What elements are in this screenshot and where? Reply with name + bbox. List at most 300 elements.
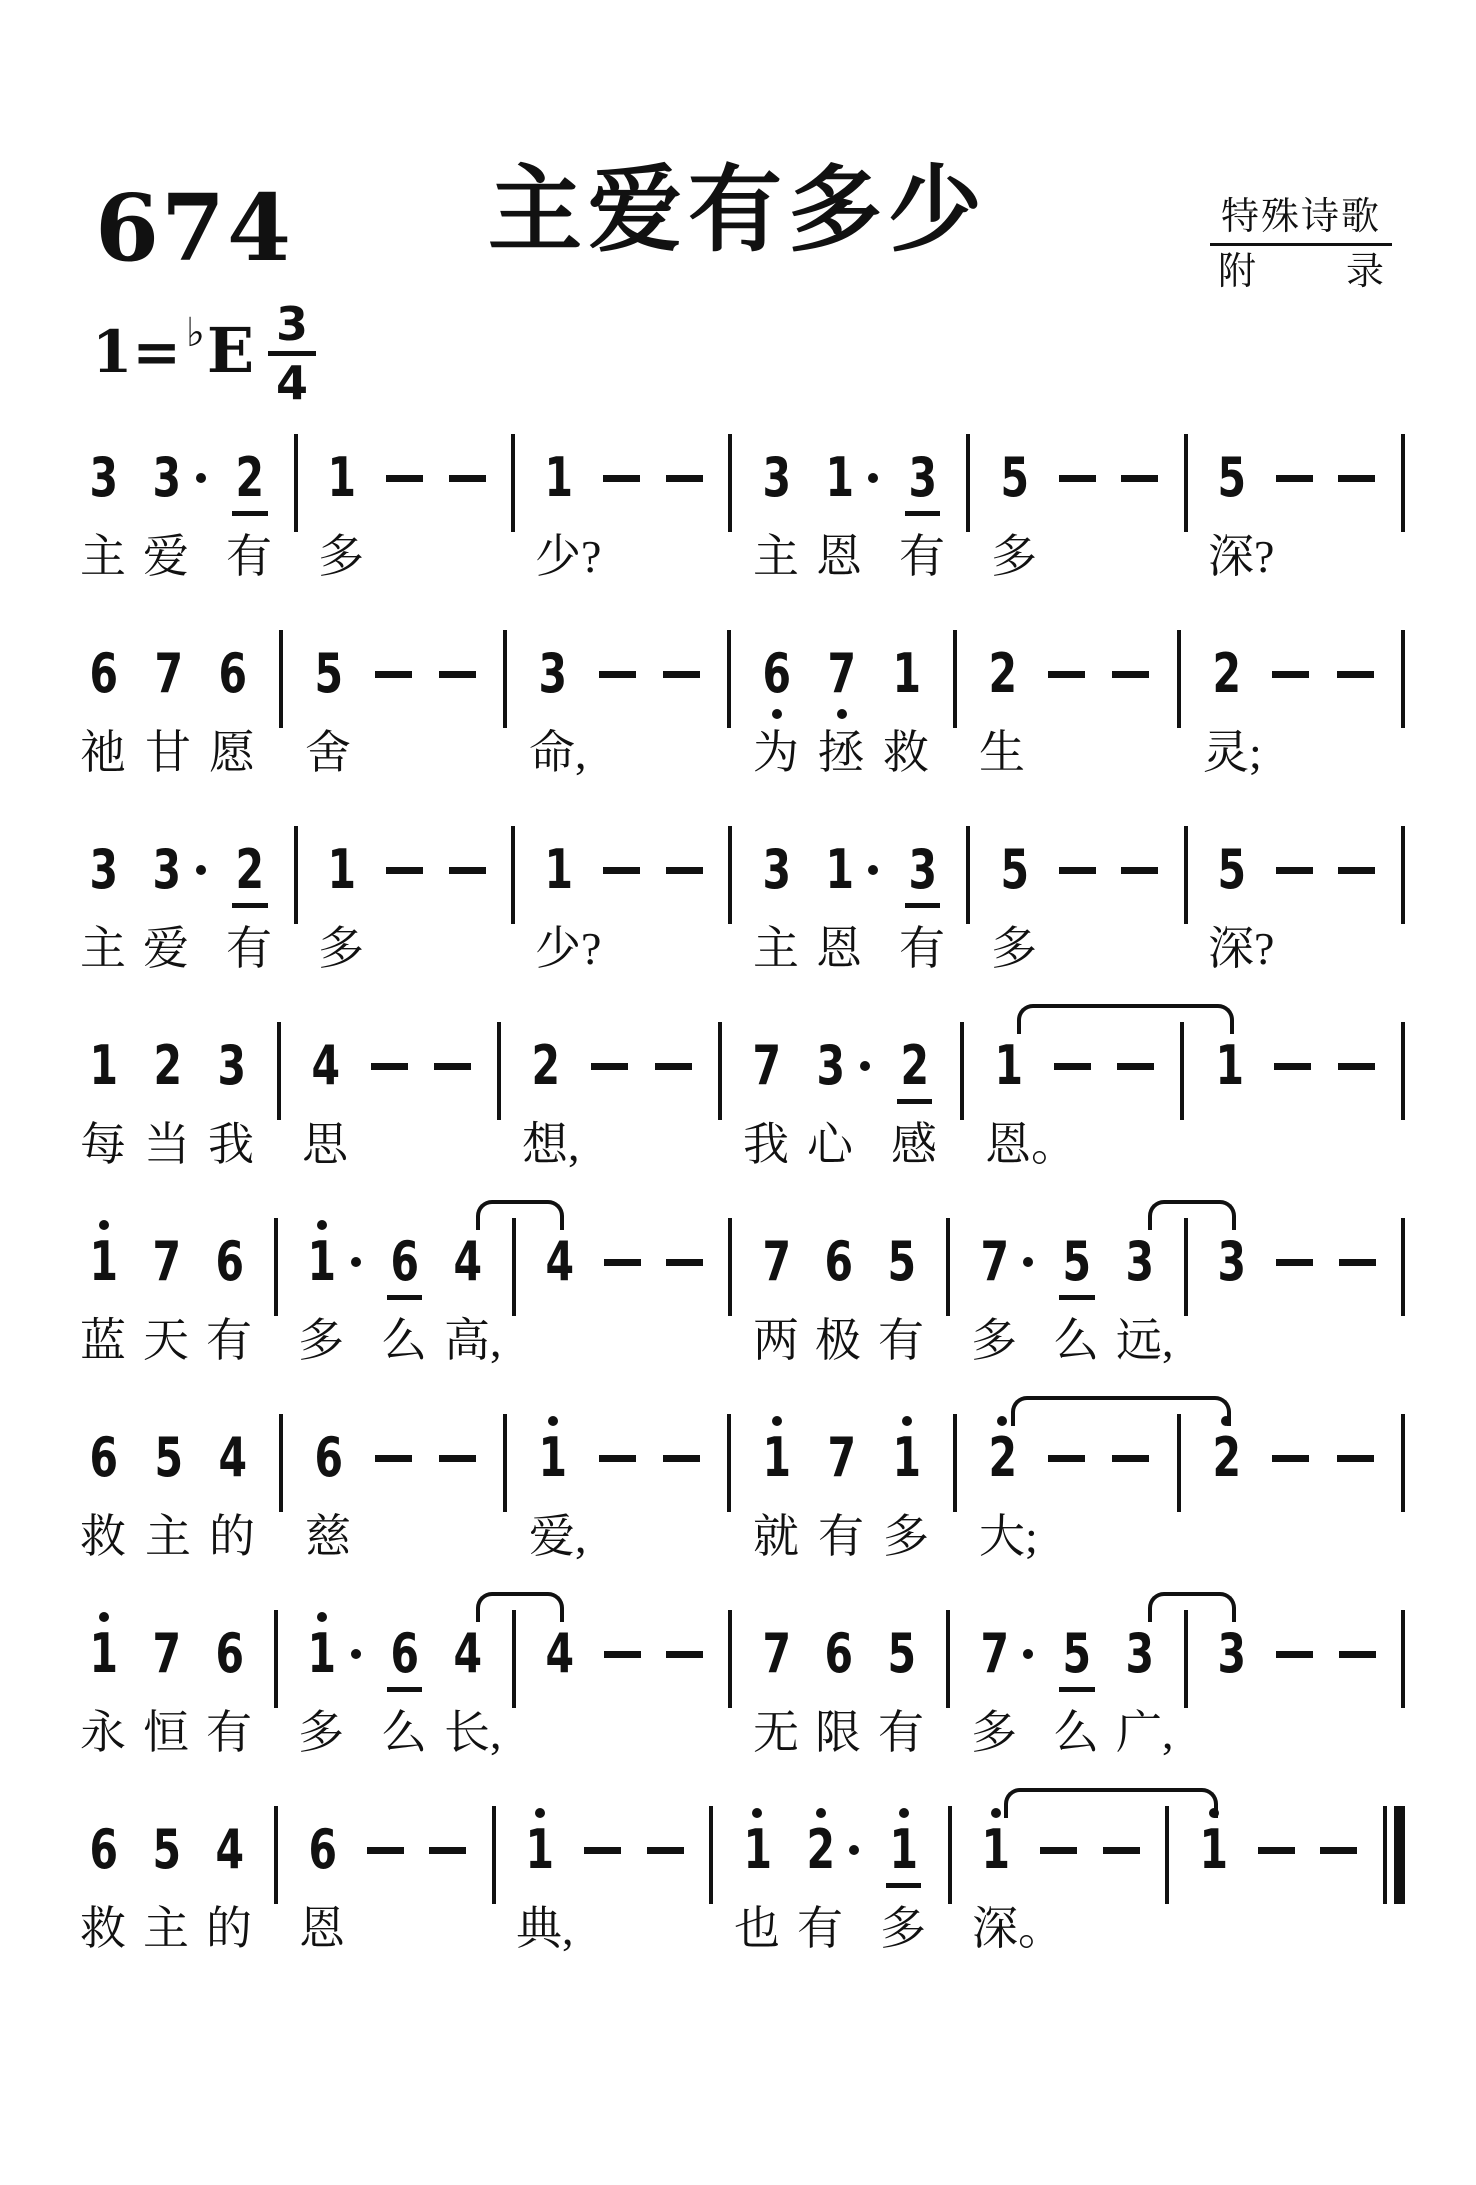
note <box>758 838 796 901</box>
dash-icon <box>1121 475 1158 482</box>
note-numeral: 6 <box>89 642 119 705</box>
dash-rest <box>1337 646 1374 702</box>
note-row <box>85 642 1405 705</box>
note-numeral: 1 <box>538 1426 568 1489</box>
note-numeral: 1 <box>762 1426 792 1489</box>
note <box>148 1818 186 1881</box>
note-numeral: 7 <box>827 1426 857 1489</box>
dash-rest <box>1339 1234 1376 1290</box>
note <box>821 838 879 901</box>
note <box>802 1818 860 1881</box>
lyric-syllable: 少? <box>535 531 602 582</box>
note-numeral: 3 <box>89 446 119 509</box>
note <box>231 446 269 509</box>
score <box>80 414 1405 1982</box>
dash-rest <box>439 1430 476 1486</box>
note-numeral: 1 <box>1199 1818 1228 1881</box>
lyric-syllable: 的 <box>206 1903 252 1954</box>
lyric-syllable: 么 <box>1053 1707 1099 1758</box>
note-numeral: 1 <box>994 1034 1023 1097</box>
eighth-underline <box>1059 1295 1095 1300</box>
tie-arc <box>476 1592 564 1622</box>
lyric-syllable: 恩 <box>299 1903 345 1954</box>
note-numeral: 5 <box>314 642 344 705</box>
note-numeral: 7 <box>980 1230 1009 1293</box>
note-numeral: 5 <box>1000 838 1029 901</box>
note <box>996 838 1034 901</box>
note-numeral: 2 <box>900 1034 929 1097</box>
lyric-syllable: 主 <box>145 1511 191 1562</box>
dash-rest <box>603 842 640 898</box>
note <box>883 1230 921 1293</box>
barline <box>1180 1038 1184 1094</box>
barline <box>966 450 970 506</box>
barline <box>512 1234 516 1290</box>
lyric-syllable: 甘 <box>145 727 191 778</box>
barline <box>946 1234 950 1290</box>
note <box>211 1818 249 1881</box>
barline <box>1401 646 1405 702</box>
dash-rest <box>604 1234 641 1290</box>
lyric-syllable: 多 <box>883 1511 929 1562</box>
barline <box>279 646 283 702</box>
dash-rest <box>666 842 703 898</box>
note-numeral: 6 <box>89 1426 119 1489</box>
note-numeral: 5 <box>154 1426 183 1489</box>
dash-icon <box>367 1847 404 1854</box>
note <box>541 1230 579 1293</box>
note <box>303 1622 361 1685</box>
dash-icon <box>666 1651 703 1658</box>
note-numeral: 3 <box>538 642 568 705</box>
dash-icon <box>1339 1651 1376 1658</box>
note-numeral: 1 <box>825 838 854 901</box>
lyric-syllable: 也 <box>734 1903 780 1954</box>
note <box>1213 1230 1251 1293</box>
eighth-underline <box>1059 1687 1095 1692</box>
barline <box>1401 1234 1405 1290</box>
eighth-underline <box>905 903 941 908</box>
note-numeral: 2 <box>235 838 265 901</box>
note <box>521 1818 559 1881</box>
dash-icon <box>386 867 423 874</box>
note-numeral: 7 <box>827 642 857 705</box>
lyric-syllable: 两 <box>753 1315 799 1366</box>
note <box>148 446 206 509</box>
lyric-syllable: 深? <box>1208 923 1275 974</box>
octave-dot-low <box>837 709 847 719</box>
barline <box>728 842 732 898</box>
note <box>976 1622 1034 1685</box>
note-numeral: 2 <box>531 1034 561 1097</box>
lyric-syllable: 心 <box>807 1119 853 1170</box>
note-numeral: 7 <box>752 1034 782 1097</box>
note-numeral: 6 <box>824 1230 854 1293</box>
time-signature <box>266 297 318 411</box>
dash-icon <box>1040 1847 1077 1854</box>
dash-icon <box>1048 1455 1085 1462</box>
augmentation-dot <box>196 473 206 483</box>
note <box>149 1034 187 1097</box>
eighth-underline <box>387 1687 423 1692</box>
note-numeral: 1 <box>892 642 921 705</box>
dash-icon <box>439 671 476 678</box>
note <box>820 1230 858 1293</box>
dash-rest <box>604 1626 641 1682</box>
note <box>150 1426 188 1489</box>
dash-icon <box>1112 1455 1149 1462</box>
lyric-syllable: 为 <box>753 727 799 778</box>
lyric-syllable: 感 <box>891 1119 937 1170</box>
note <box>758 1230 796 1293</box>
lyric-syllable: 慈 <box>305 1511 351 1562</box>
note-numeral: 5 <box>887 1230 917 1293</box>
dash-icon <box>591 1063 628 1070</box>
dash-icon <box>1320 1847 1357 1854</box>
note <box>885 1818 923 1881</box>
note-numeral: 3 <box>152 838 182 901</box>
dash-icon <box>1276 867 1313 874</box>
dash-icon <box>663 671 700 678</box>
lyric-syllable: 有 <box>797 1903 843 1954</box>
note-numeral: 5 <box>1217 838 1247 901</box>
octave-dot-high <box>99 1220 109 1230</box>
dash-icon <box>1338 867 1375 874</box>
lyric-syllable: 祂 <box>80 727 126 778</box>
note-numeral: 3 <box>1125 1230 1155 1293</box>
note <box>85 642 123 705</box>
dash-icon <box>604 1259 641 1266</box>
note-numeral: 6 <box>762 642 792 705</box>
dash-icon <box>1121 867 1158 874</box>
note-numeral: 1 <box>89 1230 119 1293</box>
barline <box>1401 842 1405 898</box>
lyric-syllable: 大; <box>979 1511 1038 1562</box>
note-numeral: 7 <box>762 1230 791 1293</box>
note <box>85 838 123 901</box>
note <box>85 446 123 509</box>
note <box>386 1622 424 1685</box>
category-line2 <box>1210 246 1392 295</box>
category-label <box>1210 196 1392 294</box>
note-numeral: 1 <box>743 1818 772 1881</box>
dash-rest <box>386 842 423 898</box>
tie-arc <box>1011 1396 1231 1426</box>
lyric-syllable: 有 <box>878 1315 924 1366</box>
eighth-underline <box>886 1883 922 1888</box>
note <box>1121 1230 1159 1293</box>
category-line1: 特殊诗歌 <box>1210 196 1392 246</box>
tie-arc <box>476 1200 564 1230</box>
note <box>904 838 942 901</box>
hymn-number: 674 <box>95 174 294 282</box>
dash-icon <box>655 1063 692 1070</box>
lyric-syllable: 长, <box>444 1707 502 1758</box>
lyric-syllable: 么 <box>381 1315 427 1366</box>
barline <box>497 1038 501 1094</box>
barline <box>503 1430 507 1486</box>
dash-rest <box>1112 1430 1149 1486</box>
note <box>323 838 361 901</box>
barline <box>1184 1234 1188 1290</box>
dash-rest <box>1276 842 1313 898</box>
note-numeral: 2 <box>235 446 265 509</box>
barline <box>279 1430 283 1486</box>
music-line <box>80 806 1405 1002</box>
note <box>323 446 361 509</box>
barline <box>294 450 298 506</box>
note-numeral: 6 <box>89 1818 119 1881</box>
note <box>1195 1818 1233 1881</box>
note <box>148 1622 186 1685</box>
augmentation-dot <box>196 865 206 875</box>
barline <box>718 1038 722 1094</box>
dash-icon <box>434 1063 471 1070</box>
lyric-syllable: 有 <box>206 1315 252 1366</box>
dash-icon <box>663 1455 700 1462</box>
note <box>977 1818 1015 1881</box>
lyric-syllable: 多 <box>991 923 1037 974</box>
note-row <box>85 1622 1405 1685</box>
lyric-syllable: 限 <box>815 1707 861 1758</box>
music-line <box>80 1590 1405 1786</box>
tie-arc <box>1017 1004 1234 1034</box>
dash-icon <box>386 475 423 482</box>
note <box>307 1034 345 1097</box>
augmentation-dot <box>860 1061 870 1071</box>
note-numeral: 2 <box>153 1034 182 1097</box>
note <box>540 838 578 901</box>
note-numeral: 2 <box>1212 642 1241 705</box>
dash-icon <box>603 475 640 482</box>
dash-icon <box>1338 1063 1375 1070</box>
note-numeral: 2 <box>988 642 1017 705</box>
lyric-syllable: 深? <box>1208 531 1275 582</box>
note-numeral: 6 <box>308 1818 337 1881</box>
music-line <box>80 1002 1405 1198</box>
lyric-syllable: 多 <box>318 923 364 974</box>
lyric-syllable: 天 <box>143 1315 189 1366</box>
dash-icon <box>1339 1259 1376 1266</box>
music-line <box>80 1394 1405 1590</box>
note <box>1058 1622 1096 1685</box>
octave-dot-high <box>991 1808 1001 1818</box>
dash-icon <box>603 867 640 874</box>
note-numeral: 1 <box>307 1622 336 1685</box>
lyric-syllable: 主 <box>80 923 126 974</box>
lyric-syllable: 蓝 <box>80 1315 126 1366</box>
octave-dot-high <box>902 1416 912 1426</box>
lyric-syllable: 每 <box>80 1119 126 1170</box>
dash-icon <box>666 475 703 482</box>
dash-icon <box>647 1847 684 1854</box>
note <box>1213 446 1251 509</box>
note <box>758 1426 796 1489</box>
note-numeral: 7 <box>154 642 183 705</box>
octave-dot-high <box>772 1416 782 1426</box>
dash-rest <box>1048 646 1085 702</box>
octave-dot-high <box>752 1808 762 1818</box>
lyric-syllable: 恒 <box>143 1707 189 1758</box>
note-numeral: 1 <box>525 1818 555 1881</box>
note-numeral: 5 <box>1000 446 1029 509</box>
dash-rest <box>1338 1038 1375 1094</box>
dash-icon <box>584 1847 621 1854</box>
tie-arc <box>1004 1788 1218 1818</box>
dash-icon <box>1272 1455 1309 1462</box>
barline-thin <box>1383 1806 1387 1904</box>
tie-arc <box>1148 1200 1236 1230</box>
lyric-syllable: 有 <box>206 1707 252 1758</box>
note <box>148 1230 186 1293</box>
note-numeral: 1 <box>307 1230 336 1293</box>
dash-icon <box>1048 671 1085 678</box>
dash-icon <box>1337 1455 1374 1462</box>
dash-icon <box>1054 1063 1091 1070</box>
lyric-syllable: 多 <box>991 531 1037 582</box>
barline-thick <box>1394 1806 1405 1904</box>
note-numeral: 6 <box>215 1622 244 1685</box>
note-numeral: 6 <box>390 1230 419 1293</box>
barline <box>960 1038 964 1094</box>
dash-rest <box>666 450 703 506</box>
dash-icon <box>1103 1847 1140 1854</box>
dash-rest <box>1103 1822 1140 1878</box>
note <box>984 642 1022 705</box>
lyric-syllable: 就 <box>753 1511 799 1562</box>
barline <box>948 1822 952 1878</box>
note-numeral: 3 <box>1217 1622 1247 1685</box>
note-row <box>85 1426 1405 1489</box>
note <box>1213 838 1251 901</box>
dash-icon <box>666 1259 703 1266</box>
note-numeral: 3 <box>816 1034 845 1097</box>
note <box>820 1622 858 1685</box>
note-numeral: 7 <box>980 1622 1009 1685</box>
note-numeral: 1 <box>544 838 574 901</box>
note <box>449 1230 487 1293</box>
dash-rest <box>1121 842 1158 898</box>
dash-rest <box>1272 1430 1309 1486</box>
music-line <box>80 414 1405 610</box>
note-row <box>85 446 1405 509</box>
note-row <box>85 838 1405 901</box>
note <box>310 1426 348 1489</box>
note <box>1121 1622 1159 1685</box>
barline <box>1401 1038 1405 1094</box>
note <box>888 642 926 705</box>
note <box>214 642 252 705</box>
barline <box>727 646 731 702</box>
note-numeral: 6 <box>824 1622 854 1685</box>
octave-dot-high <box>997 1416 1007 1426</box>
augmentation-dot <box>1023 1257 1033 1267</box>
barline <box>1401 450 1405 506</box>
octave-dot-high <box>548 1416 558 1426</box>
eighth-underline <box>897 1099 933 1104</box>
dash-rest <box>591 1038 628 1094</box>
note <box>310 642 348 705</box>
note-numeral: 1 <box>825 446 854 509</box>
augmentation-dot <box>1023 1649 1033 1659</box>
octave-dot-high <box>816 1808 826 1818</box>
dash-icon <box>1276 1259 1313 1266</box>
lyric-syllable: 愿 <box>209 727 255 778</box>
augmentation-dot <box>351 1649 361 1659</box>
note-numeral: 6 <box>218 642 248 705</box>
barline <box>274 1626 278 1682</box>
page-title: 主爱有多少 <box>487 159 988 263</box>
barline <box>1184 450 1188 506</box>
note-numeral: 4 <box>453 1230 482 1293</box>
flat-icon: ♭ <box>185 310 205 356</box>
dash-rest <box>666 1626 703 1682</box>
dash-rest <box>439 646 476 702</box>
lyric-syllable: 广, <box>1116 1707 1174 1758</box>
category-line2-right: 录 <box>1345 250 1384 293</box>
dash-rest <box>1040 1822 1077 1878</box>
note <box>303 1230 361 1293</box>
note-numeral: 7 <box>762 1622 791 1685</box>
lyric-syllable: 有 <box>226 923 272 974</box>
dash-rest <box>1276 1234 1313 1290</box>
lyric-syllable: 思 <box>302 1119 348 1170</box>
music-line <box>80 1198 1405 1394</box>
dash-icon <box>1117 1063 1154 1070</box>
dash-icon <box>1059 867 1096 874</box>
lyric-syllable: 多 <box>298 1707 344 1758</box>
dash-rest <box>599 1430 636 1486</box>
barline <box>1184 1626 1188 1682</box>
note <box>231 838 269 901</box>
dash-rest <box>1276 450 1313 506</box>
dash-rest <box>1274 1038 1311 1094</box>
note <box>85 1426 123 1489</box>
dash-rest <box>1121 450 1158 506</box>
lyric-syllable: 想, <box>522 1119 580 1170</box>
note-row <box>85 1034 1405 1097</box>
lyric-syllable: 多 <box>318 531 364 582</box>
dash-rest <box>663 1430 700 1486</box>
note <box>211 1230 249 1293</box>
dash-rest <box>1338 450 1375 506</box>
note <box>534 642 572 705</box>
eighth-underline <box>387 1295 423 1300</box>
dash-icon <box>429 1847 466 1854</box>
dash-icon <box>599 1455 636 1462</box>
lyric-syllable: 有 <box>818 1511 864 1562</box>
barline <box>953 646 957 702</box>
augmentation-dot <box>849 1845 859 1855</box>
note-numeral: 2 <box>1212 1426 1241 1489</box>
lyric-syllable: 爱 <box>143 531 189 582</box>
dash-rest <box>666 1234 703 1290</box>
time-numerator: 3 <box>275 297 308 351</box>
lyric-syllable: 爱, <box>529 1511 587 1562</box>
key-signature <box>92 310 255 387</box>
augmentation-dot <box>351 1257 361 1267</box>
dash-icon <box>1276 475 1313 482</box>
barline <box>728 1626 732 1682</box>
lyric-syllable: 救 <box>80 1511 126 1562</box>
lyric-syllable: 灵; <box>1203 727 1262 778</box>
octave-dot-high <box>99 1612 109 1622</box>
octave-dot-high <box>535 1808 545 1818</box>
lyric-syllable: 无 <box>753 1707 799 1758</box>
dash-rest <box>449 842 486 898</box>
note <box>85 1034 123 1097</box>
note-numeral: 5 <box>1062 1622 1092 1685</box>
